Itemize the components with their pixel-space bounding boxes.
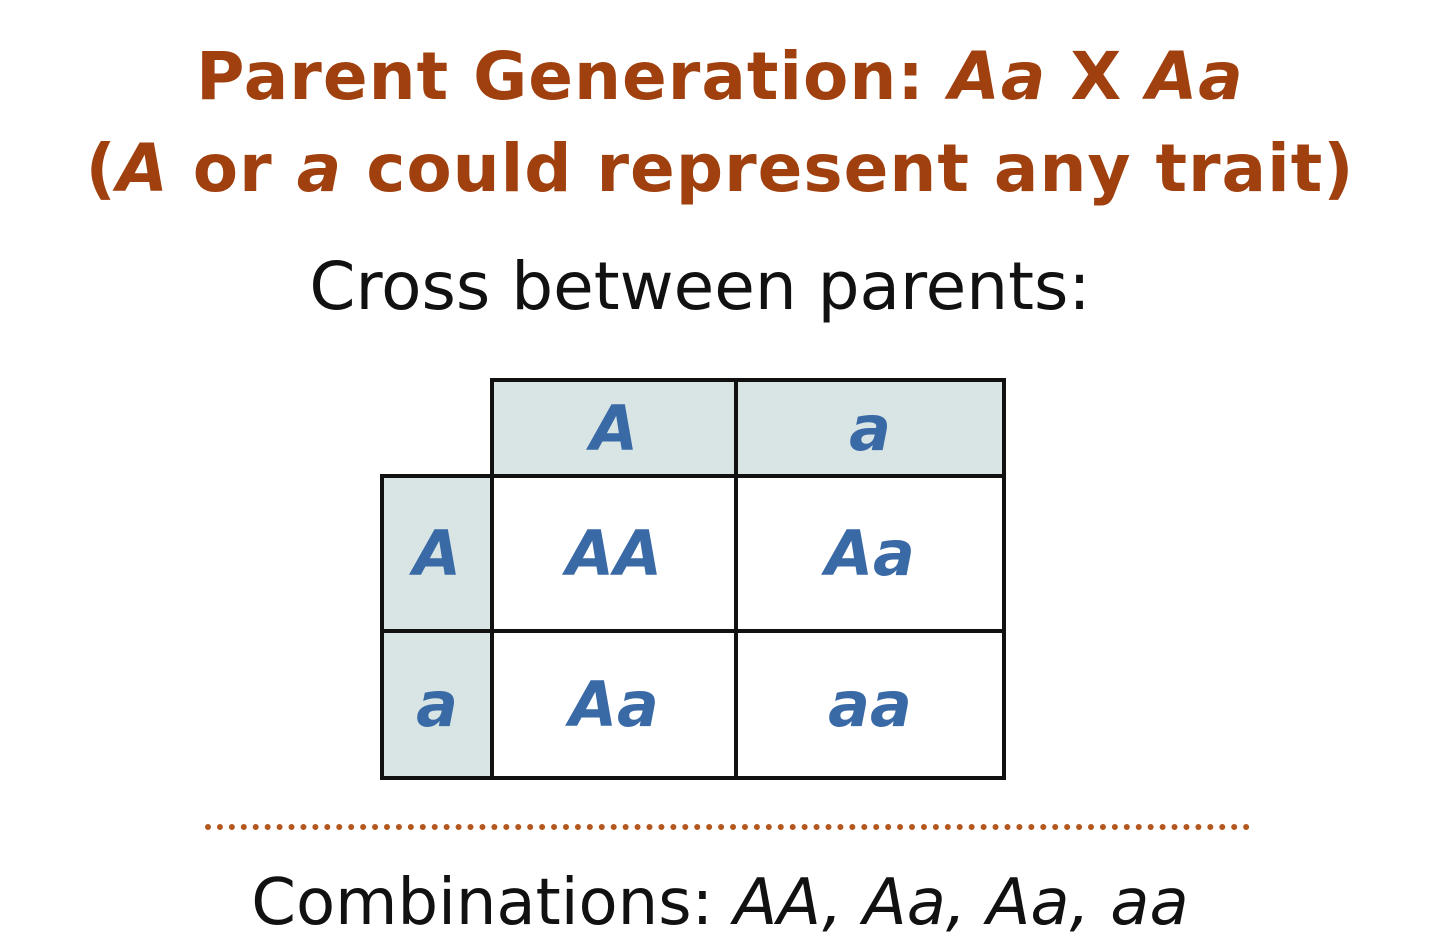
- title-or: or: [168, 130, 297, 207]
- title-rest: could represent any trait): [342, 130, 1355, 207]
- dotted-divider: [205, 824, 1250, 830]
- title-line-1: [0, 38, 1440, 115]
- cross-symbol: X: [1046, 38, 1147, 115]
- combinations-list: AA, Aa, Aa, aa: [733, 866, 1189, 940]
- punnett-cell-Aa-bottom: Aa: [490, 629, 738, 780]
- title-prefix: Parent Generation:: [196, 38, 949, 115]
- subtitle: Cross between parents:: [309, 248, 1091, 325]
- combinations-label: Combinations:: [251, 866, 734, 940]
- row-header-recessive: a: [380, 629, 494, 780]
- title-line-2: [0, 130, 1440, 207]
- column-header-dominant: A: [490, 378, 738, 478]
- column-header-recessive: a: [734, 378, 1006, 478]
- title-paren-open: (: [85, 130, 117, 207]
- combinations-line: [0, 866, 1440, 940]
- punnett-cell-Aa-top: Aa: [734, 474, 1006, 633]
- punnett-cell-AA: AA: [490, 474, 738, 633]
- punnett-cell-aa: aa: [734, 629, 1006, 780]
- row-header-dominant: A: [380, 474, 494, 633]
- dominant-allele-label: A: [116, 130, 169, 207]
- parent-1-genotype: Aa: [948, 38, 1047, 115]
- recessive-allele-label: a: [296, 130, 343, 207]
- parent-2-genotype: Aa: [1146, 38, 1244, 115]
